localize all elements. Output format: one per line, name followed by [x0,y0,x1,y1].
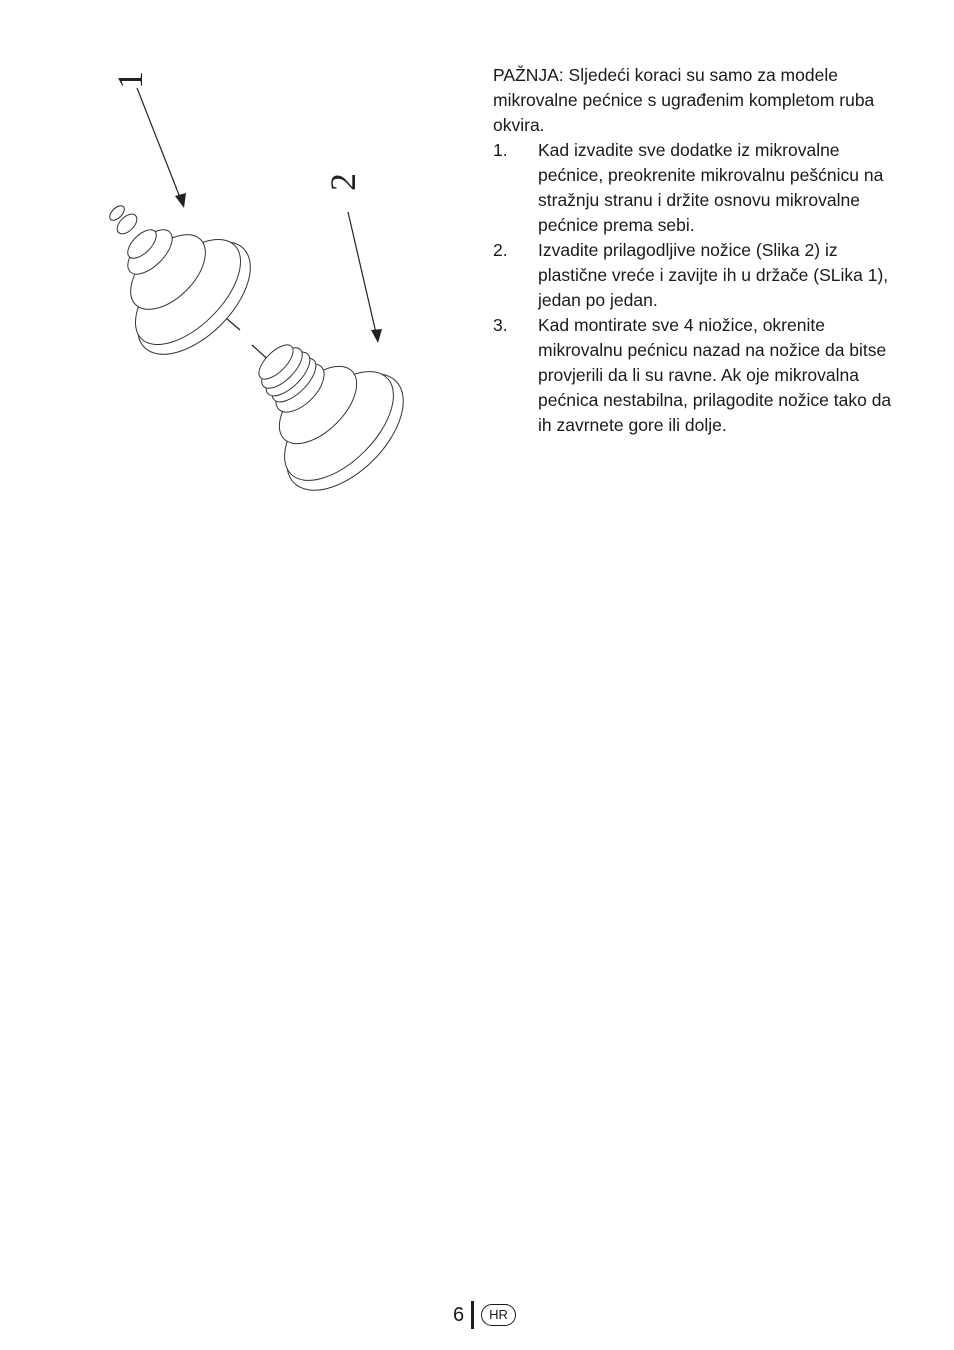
callout-1-leader [137,88,181,200]
step-number: 1. [493,140,508,160]
step-item [493,313,893,438]
callout-2-label: 2 [323,173,363,191]
callout-1-arrowhead [175,193,186,208]
step-item [493,238,893,313]
step-number: 3. [493,315,508,335]
language-badge: HR [481,1304,516,1326]
page-footer [453,1300,516,1330]
step-text: Kad izvadite sve dodatke iz mikrovalne pećnice, preokrenite mikrovalnu pešćnicu na stražnju stranu i držite osnovu mikrovalne pećnice prema sebi. [538,140,884,235]
step-text: Izvadite prilagodljive nožice (Slika 2) iz plastične vreće i zavijte ih u držače (SLika 1), jedan po jedan. [538,240,889,310]
page-number: 6 [453,1303,465,1326]
steps-list [493,138,893,438]
adjustable-foot-part [253,339,424,510]
footer-divider [471,1301,474,1329]
callout-2-arrowhead [371,329,382,343]
callout-1-label: 1 [110,71,150,89]
installation-notice [493,63,893,438]
foot-assembly-illustration [95,50,425,510]
notice-intro: PAŽNJA: Sljedeći koraci su samo za modele mikrovalne pećnice s ugrađenim kompletom ruba okvira. [493,65,875,135]
callout-2-leader [348,212,376,333]
step-text: Kad montirate sve 4 niožice, okrenite mikrovalnu pećnicu nazad na nožice da bitse provjerili da li su ravne. Ak oje mikrovalna pećnica nestabilna, prilagodite nožice tako da ih zavrnete gore ili dolje. [538,315,892,435]
holder-part [107,203,270,374]
step-number: 2. [493,240,508,260]
step-item [493,138,893,238]
